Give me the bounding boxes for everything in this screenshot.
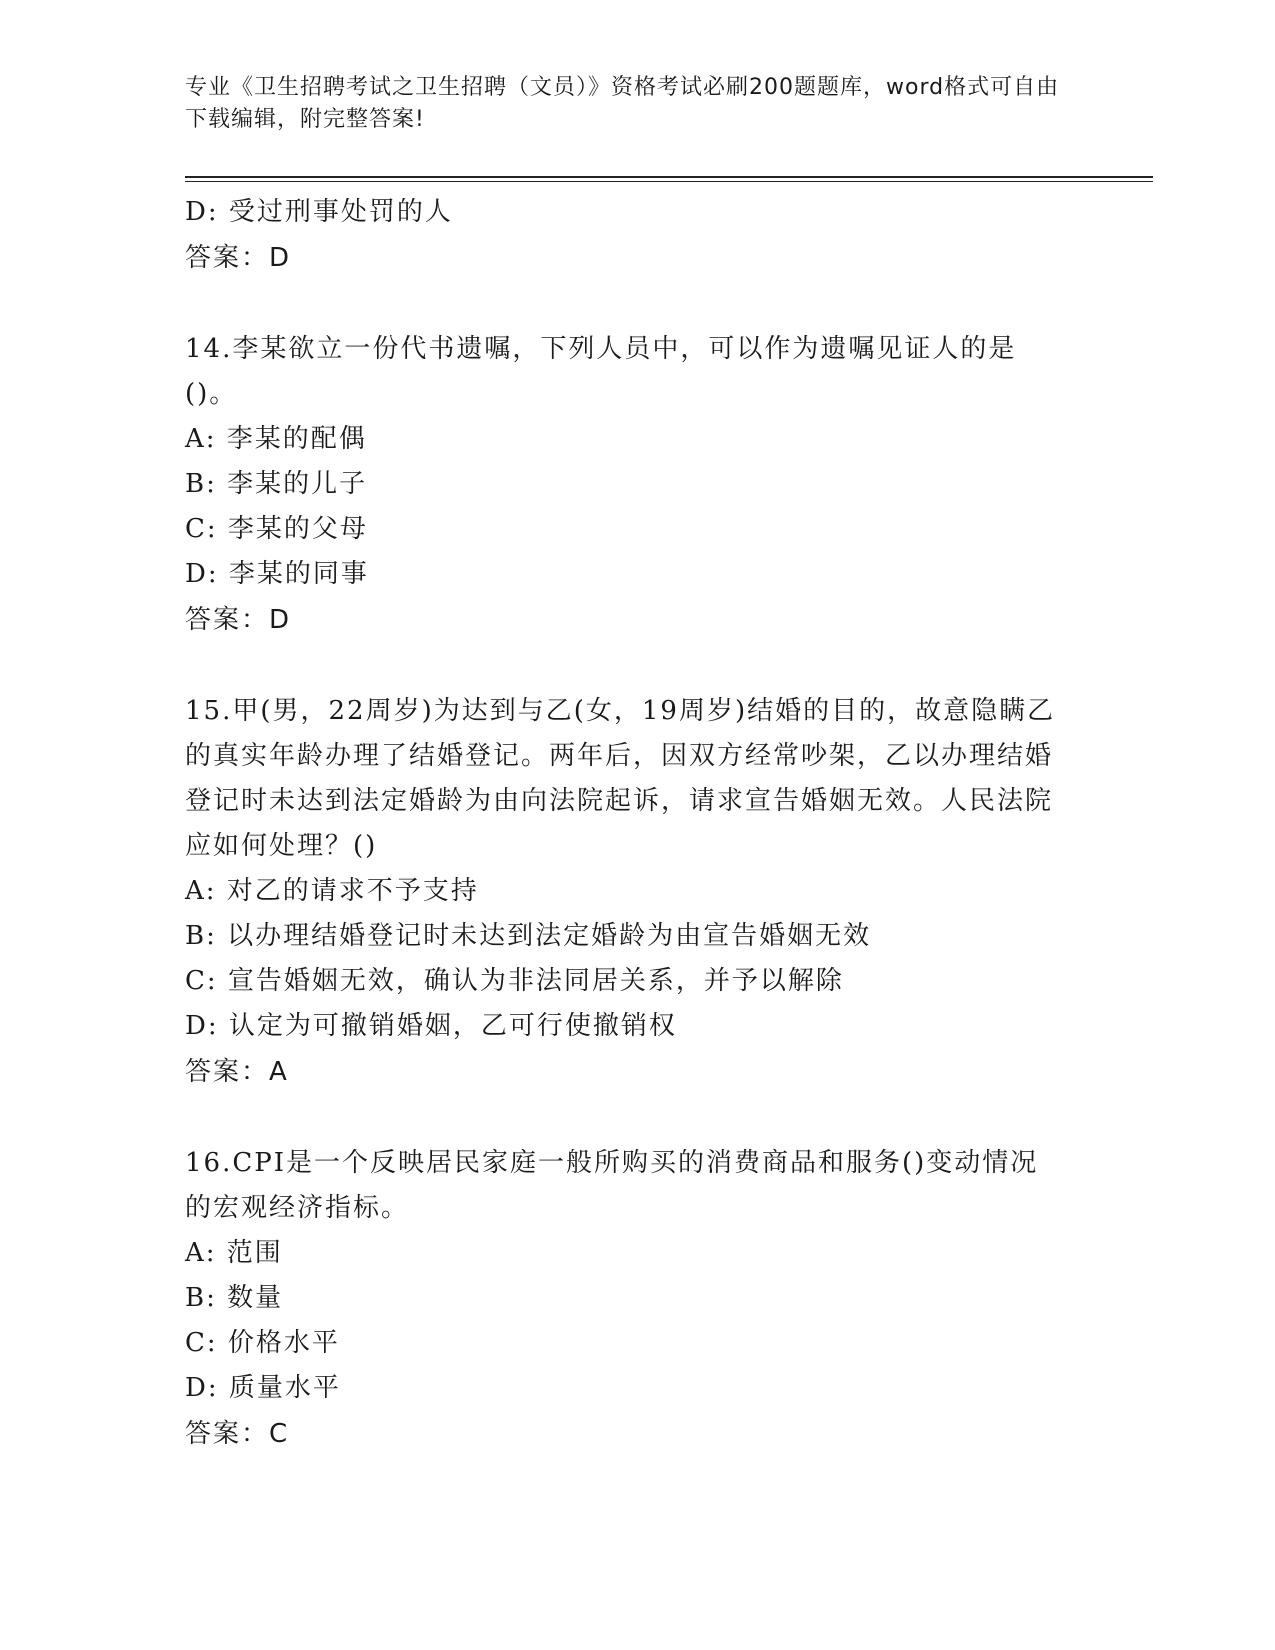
option-c: C: 价格水平: [185, 1328, 340, 1358]
option-c: C: 李某的父母: [185, 514, 368, 544]
answer: 答案：A: [185, 1057, 289, 1087]
option-d: D: 李某的同事: [185, 559, 369, 589]
answer: 答案：C: [185, 1419, 290, 1449]
option-d: D: 认定为可撤销婚姻，乙可行使撤销权: [185, 1011, 677, 1041]
question-14: [185, 327, 1065, 644]
answer: 答案：D: [185, 605, 292, 635]
option-a: A: 李某的配偶: [185, 424, 367, 454]
option-a: A: 对乙的请求不予支持: [185, 876, 479, 906]
option-b: B: 数量: [185, 1283, 284, 1313]
prev-answer: 答案：D: [185, 243, 292, 273]
question-stem: 16.CPI是一个反映居民家庭一般所购买的消费商品和服务()变动情况的宏观经济指标。: [185, 1148, 1039, 1223]
option-d: D: 质量水平: [185, 1373, 341, 1403]
prev-option-d: D: 受过刑事处罚的人: [185, 197, 453, 227]
spacer: [185, 644, 1065, 689]
question-16: [185, 1141, 1065, 1458]
question-15: [185, 689, 1065, 1096]
option-a: A: 范围: [185, 1238, 283, 1268]
question-stem: 14.李某欲立一份代书遗嘱，下列人员中，可以作为遗嘱见证人的是()。: [185, 334, 1017, 409]
document-header: 专业《卫生招聘考试之卫生招聘（文员）》资格考试必刷200题题库，word格式可自由下载编辑，附完整答案!: [185, 75, 1060, 132]
spacer: [185, 282, 1065, 327]
spacer: [185, 1096, 1065, 1141]
option-b: B: 李某的儿子: [185, 469, 368, 499]
header-rule-thick: [185, 176, 1153, 178]
option-c: C: 宣告婚姻无效，确认为非法同居关系，并予以解除: [185, 966, 844, 996]
option-b: B: 以办理结婚登记时未达到法定婚龄为由宣告婚姻无效: [185, 921, 872, 951]
question-stem: 15.甲(男，22周岁)为达到与乙(女，19周岁)结婚的目的，故意隐瞒乙的真实年龄办理了结婚登记。两年后，因双方经常吵架，乙以办理结婚登记时未达到法定婚龄为由向法院起诉，请求宣告婚姻无效。人民法院应如何处理？(): [185, 696, 1056, 861]
question-content: [185, 190, 1065, 1458]
header-rule-thin: [185, 181, 1153, 182]
